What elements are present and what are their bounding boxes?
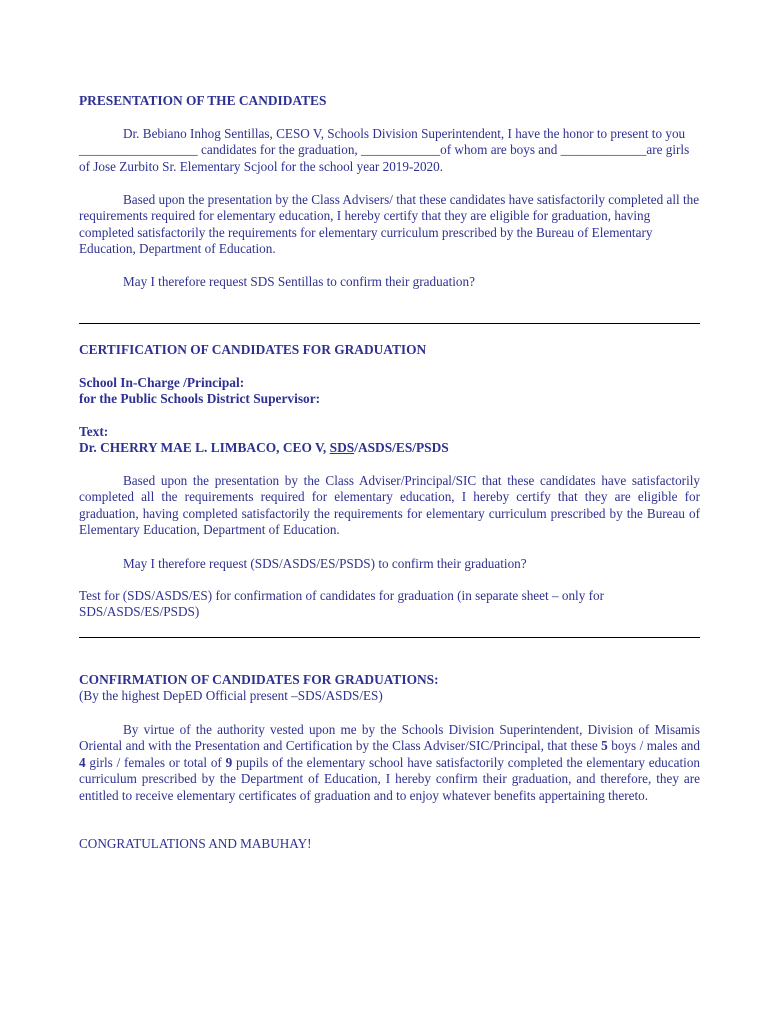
boys-blank: ____________: [361, 142, 441, 158]
text-label: Text:: [79, 424, 109, 439]
confirmation-text-3: girls / females or total of: [85, 754, 226, 770]
presentation-certify-paragraph: Based upon the presentation by the Class Advisers/ that these candidates have satisfactorily completed all the requirements required for elementary education, I hereby certify that they are eligible for graduation, having completed satisfactorily the requirements for elementary curriculum prescribed by the Bureau of Elementary Education, Department of Education.: [79, 192, 700, 257]
presentation-heading: PRESENTATION OF THE CANDIDATES: [79, 93, 327, 108]
school-in-charge-label: School In-Charge /Principal:: [79, 375, 245, 390]
closing-greeting: CONGRATULATIONS AND MABUHAY!: [79, 836, 312, 851]
candidates-blank: __________________: [79, 142, 198, 158]
presentation-text-3: of whom are boys and: [440, 142, 561, 158]
certification-request-paragraph: May I therefore request (SDS/ASDS/ES/PSDS) to confirm their graduation?: [123, 556, 527, 571]
section-divider: [79, 637, 700, 638]
certification-test-note: Test for (SDS/ASDS/ES) for confirmation of candidates for graduation (in separate sheet – only for SDS/ASDS/ES/PSDS): [79, 588, 604, 620]
confirmation-text-1: By virtue of the authority vested upon me by the Schools Division Superintendent, Division of Misamis Oriental and with the Presentation and Certification by the Class Adviser/SIC/Principal, that these: [79, 722, 700, 754]
boys-count: 5: [601, 738, 608, 754]
presentation-text-4: are girls of Jose Zurbito Sr. Elementary Scjool for the school year 2019-2020.: [79, 142, 690, 174]
presentation-request-paragraph: May I therefore request SDS Sentillas to confirm their graduation?: [123, 274, 475, 289]
total-count: 9: [225, 754, 233, 770]
certification-heading: CERTIFICATION OF CANDIDATES FOR GRADUATION: [79, 342, 427, 357]
confirmation-text-2: boys / males and: [607, 738, 700, 754]
presentation-paragraph: [79, 126, 700, 175]
confirmation-subheading: (By the highest DepED Official present –SDS/ASDS/ES): [79, 688, 383, 703]
confirmation-paragraph: [79, 722, 700, 804]
official-name: [79, 440, 700, 456]
certification-paragraph: Based upon the presentation by the Class Adviser/Principal/SIC that these candidates have satisfactorily completed all the requirements required for elementary education, I hereby certify that they are eligible for graduation, having completed satisfactorily the requirements for elementary curriculum prescribed by the Bureau of Elementary Education, Department of Education.: [79, 473, 700, 538]
girls-blank: _____________: [560, 142, 647, 158]
official-name-suffix: /ASDS/ES/PSDS: [354, 440, 449, 455]
confirmation-text-4: pupils of the elementary school have satisfactorily completed the elementary education curriculum prescribed by the Department of Education, I hereby confirm their graduation, and therefore, they are entitled to receive elementary certificates of graduation and to enjoy whatever benefits appertaining thereto.: [79, 754, 701, 803]
presentation-text-2: candidates for the graduation,: [197, 142, 362, 158]
presentation-text-1: Dr. Bebiano Inhog Sentillas, CESO V, Schools Division Superintendent, I have the honor to present to you: [123, 126, 686, 141]
girls-count: 4: [79, 754, 86, 770]
confirmation-heading: CONFIRMATION OF CANDIDATES FOR GRADUATIONS:: [79, 672, 439, 687]
official-name-sds: SDS: [329, 440, 355, 455]
district-supervisor-label: for the Public Schools District Supervisor:: [79, 391, 321, 406]
official-name-prefix: Dr. CHERRY MAE L. LIMBACO, CEO V,: [79, 440, 330, 455]
section-divider: [79, 323, 700, 324]
